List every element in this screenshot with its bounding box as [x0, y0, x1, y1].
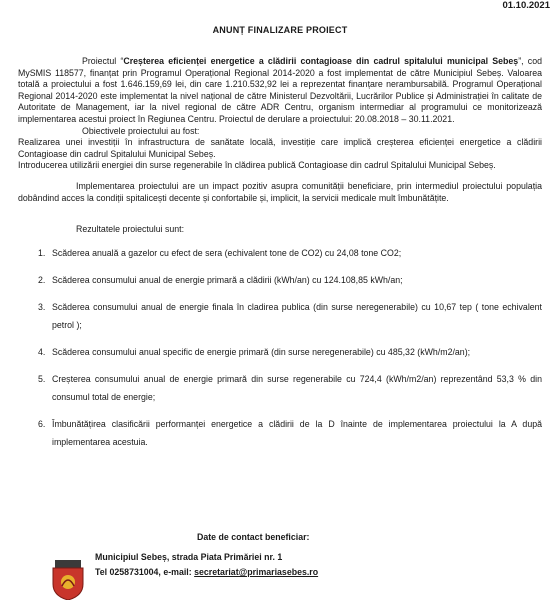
list-item-text: Scăderea consumului anual specific de energie primară (din surse neregenerabile) cu 485,32 (kWh/m2/an); — [52, 346, 471, 357]
list-item — [18, 298, 542, 334]
contact-phone: Tel 0258731004, e-mail: — [95, 567, 195, 577]
list-item-number: 3. — [38, 301, 46, 312]
document-title: ANUNȚ FINALIZARE PROIECT — [212, 25, 348, 35]
objectives-heading: Obiectivele proiectului au fost: — [82, 125, 200, 136]
intro-paragraph — [18, 56, 542, 126]
intro-rest: ”, cod MySMIS 118577, finanțat prin Programul Operațional Regional 2014-2020 a fost implementat de către Municipiul Sebeș. Valoarea totală a proiectului a fost 1.646.159,69 lei, din care 1.210.532,92 lei a reprezentat finanțare nerambursabilă. Programul Operațional Regional 2014-2020 este implementat la nivel național de către Ministerul Dezvoltării, Lucrărilor Publice și Administrației în calitate de Autoritate de Management, iar la nivel regional de către ADR Centru, organism intermediar al programului ce monitorizează implementarea acestui proiect în Regiunea Centru. Proiectul de derulare a proiectului: 20.08.2018 – 30.11.2021. — [18, 56, 542, 124]
intro-prefix: Proiectul “ — [82, 56, 124, 66]
list-item — [18, 271, 542, 289]
municipality-crest-icon — [50, 560, 86, 600]
impact-paragraph: Implementarea proiectului are un impact pozitiv asupra comunității beneficiare, prin intermediul proiectului populația dobândind acces la condiții spitalicești decente și confortabile și, implicit, la servicii medicale mult îmbunătățite. — [18, 180, 542, 203]
list-item — [18, 244, 542, 262]
document-date: 01.10.2021 — [502, 0, 550, 11]
list-item-text: Scăderea consumului anual de energie primară a clădirii (kWh/an) cu 124.108,85 kWh/an; — [52, 274, 403, 285]
list-item-number: 5. — [38, 373, 46, 384]
contact-email-link[interactable]: secretariat@primariasebes.ro — [194, 567, 319, 577]
objective-1: Realizarea unei investiții în infrastructura de sanătate locală, investiție care implică creșterea eficienței energetice a clădirii Contagioase din cadrul Spitalului Municipal Sebeș. — [18, 137, 542, 159]
project-name: Creșterea eficienței energetice a clădirii contagioase din cadrul spitalului municipal Sebeș — [123, 56, 519, 66]
contact-address: Municipiul Sebeș, strada Piata Primăriei nr. 1 — [95, 552, 283, 562]
list-item — [18, 343, 542, 361]
list-item-text: Creșterea consumului anual de energie primară din surse regenerabile cu 724,4 (kWh/m2/an) reprezentând 53,3 % din consumul total de energie; — [52, 373, 542, 402]
document-body — [18, 56, 542, 460]
contact-title: Date de contact beneficiar: — [197, 532, 310, 542]
results-heading: Rezultatele proiectului sunt: — [76, 224, 185, 235]
list-item-text: Scăderea consumului anual de energie finala în cladirea publica (din surse neregenerabile) cu 10,67 tep ( tone echivalent petrol ); — [52, 301, 542, 330]
list-item-number: 6. — [38, 418, 46, 429]
list-item-number: 4. — [38, 346, 46, 357]
list-item-number: 2. — [38, 274, 46, 285]
list-item — [18, 415, 542, 451]
list-item-number: 1. — [38, 247, 46, 258]
objective-2: Introducerea utilizării energiei din surse regenerabile în clădirea publică Contagioase din cadrul Spitalului Municipal Sebeș. — [18, 160, 496, 171]
contact-block — [95, 530, 515, 580]
list-item-text: Îmbunătățirea clasificării performanței energetice a clădirii de la D înainte de implementarea proiectului la A după implementarea acestuia. — [52, 418, 542, 447]
list-item-text: Scăderea anuală a gazelor cu efect de sera (echivalent tone de CO2) cu 24,08 tone CO2; — [52, 247, 402, 258]
contact-phone-email — [95, 565, 515, 580]
results-list — [18, 244, 542, 451]
list-item — [18, 370, 542, 406]
